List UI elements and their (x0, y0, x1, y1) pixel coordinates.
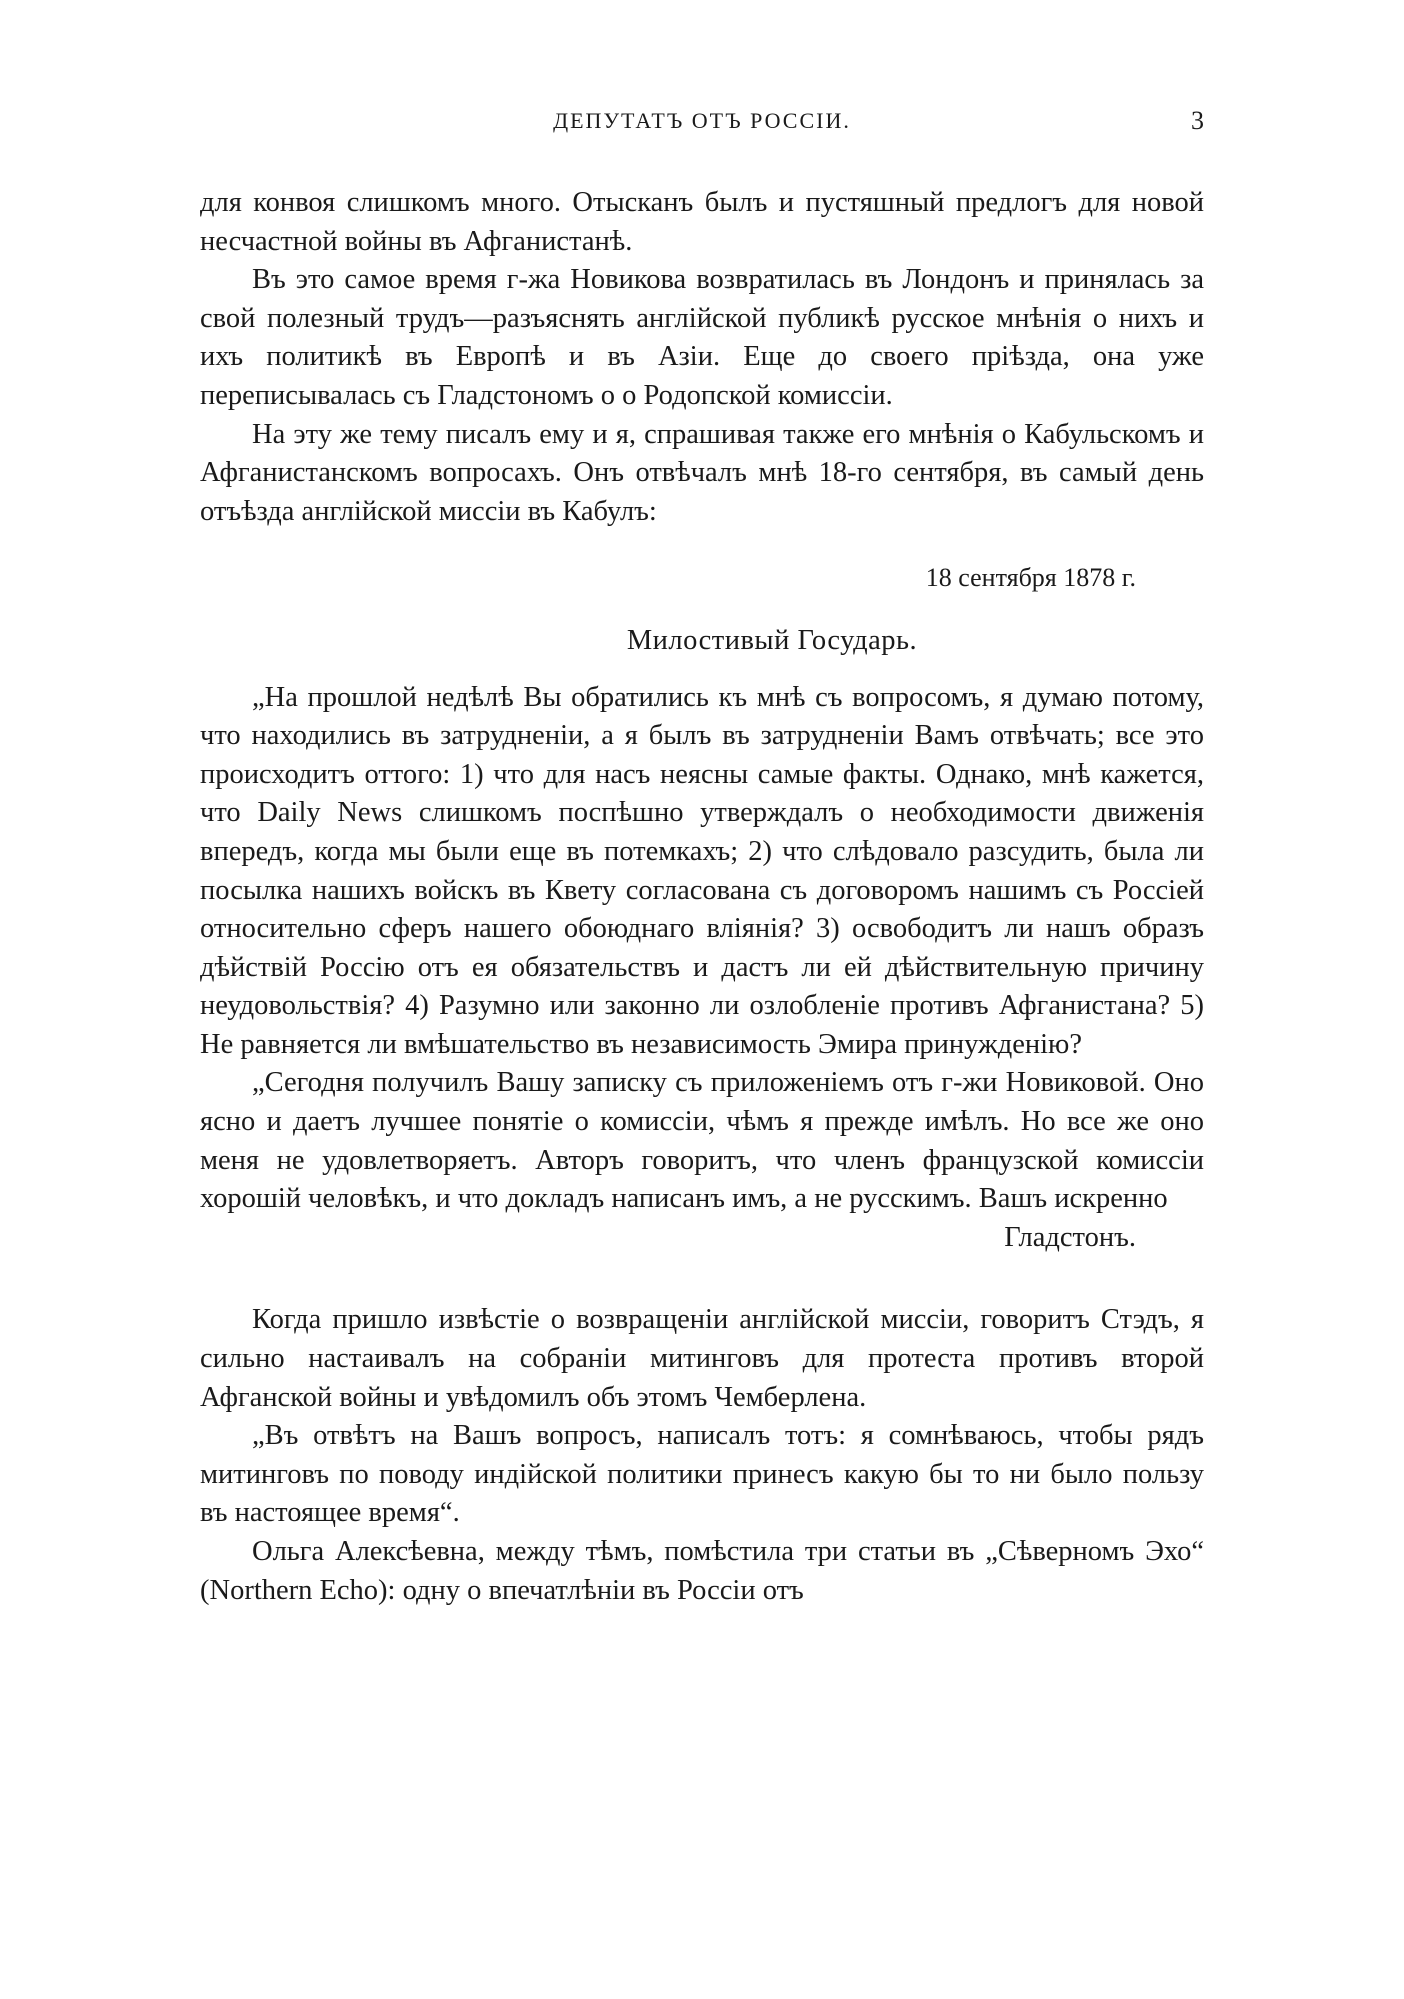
book-page (200, 108, 1204, 1610)
letter-salutation: Милостивый Государь. (626, 624, 918, 656)
running-header (200, 108, 1204, 148)
page-body (200, 184, 1204, 1610)
paragraph-5: „Въ отвѣтъ на Вашъ вопросъ, написалъ тотъ: я сомнѣваюсь, чтобы рядъ митинговъ по поводу индійской политики принесъ какую бы то ни было пользу въ настоящее время“. (200, 1420, 1204, 1529)
paragraph-4: Когда пришло извѣстіе о возвращеніи англійской миссіи, говоритъ Стэдъ, я сильно настаивалъ на собраніи митинговъ для протеста противъ второй Афганской войны и увѣдомилъ объ этомъ Чемберлена. (200, 1304, 1204, 1413)
page-number: 3 (1191, 106, 1204, 135)
paragraph-2: Въ это самое время г-жа Новикова возвратилась въ Лондонъ и принялась за свой полезный трудъ—разъяснять англійской публикѣ русское мнѣнія о нихъ и ихъ политикѣ въ Европѣ и въ Азіи. Еще до своего пріѣзда, она уже переписывалась съ Гладстономъ о о Родопской комиссіи. (200, 264, 1204, 411)
letter-paragraph-2: „Сегодня получилъ Вашу записку съ приложеніемъ отъ г-жи Новиковой. Оно ясно и даетъ лучшее понятіе о комиссіи, чѣмъ я прежде имѣлъ. Но все же оно меня не удовлетворяетъ. Авторъ говоритъ, что членъ французской комиссіи хорошій человѣкъ, и что докладъ написанъ имъ, а не русскимъ. Вашъ искренно (200, 1067, 1204, 1215)
letter-paragraph-1: „На прошлой недѣлѣ Вы обратились къ мнѣ съ вопросомъ, я думаю потому, что находились въ затрудненіи, а я былъ въ затрудненіи Вамъ отвѣчать; все это происходитъ оттого: 1) что для насъ неясны самые факты. Однако, мнѣ кажется, что Daily News слишкомъ поспѣшно утверждалъ о необходимости движенія впередъ, когда мы были еще въ потемкахъ; 2) что слѣдовало разсудить, была ли посылка нашихъ войскъ въ Квету согласована съ договоромъ нашимъ съ Россіей относительно сферъ нашего обоюднаго вліянія? 3) освободитъ ли нашъ образъ дѣйствій Россію отъ ея обязательствъ и дастъ ли ей дѣйствительную причину неудовольствія? 4) Разумно или законно ли озлобленіе противъ Афганистана? 5) Не равняется ли вмѣшательство въ независимость Эмира принужденію? (200, 681, 1204, 1060)
running-title: ДЕПУТАТЪ ОТЪ РОССІИ. (553, 108, 851, 133)
letter-signature: Гладстонъ. (1004, 1221, 1136, 1253)
paragraph-6: Ольга Алексѣевна, между тѣмъ, помѣстила три статьи въ „Сѣверномъ Эхо“ (Northern Echo): одну о впечатлѣніи въ Россіи отъ (200, 1536, 1204, 1606)
letter-date: 18 сентября 1878 г. (925, 563, 1136, 593)
paragraph-1: для конвоя слишкомъ много. Отысканъ былъ и пустяшный предлогъ для новой несчастной войны въ Афганистанѣ. (200, 187, 1204, 257)
paragraph-3: На эту же тему писалъ ему и я, спрашивая также его мнѣнія о Кабульскомъ и Афганистанскомъ вопросахъ. Онъ отвѣчалъ мнѣ 18-го сентября, въ самый день отъѣзда англійской миссіи въ Кабулъ: (200, 418, 1204, 527)
